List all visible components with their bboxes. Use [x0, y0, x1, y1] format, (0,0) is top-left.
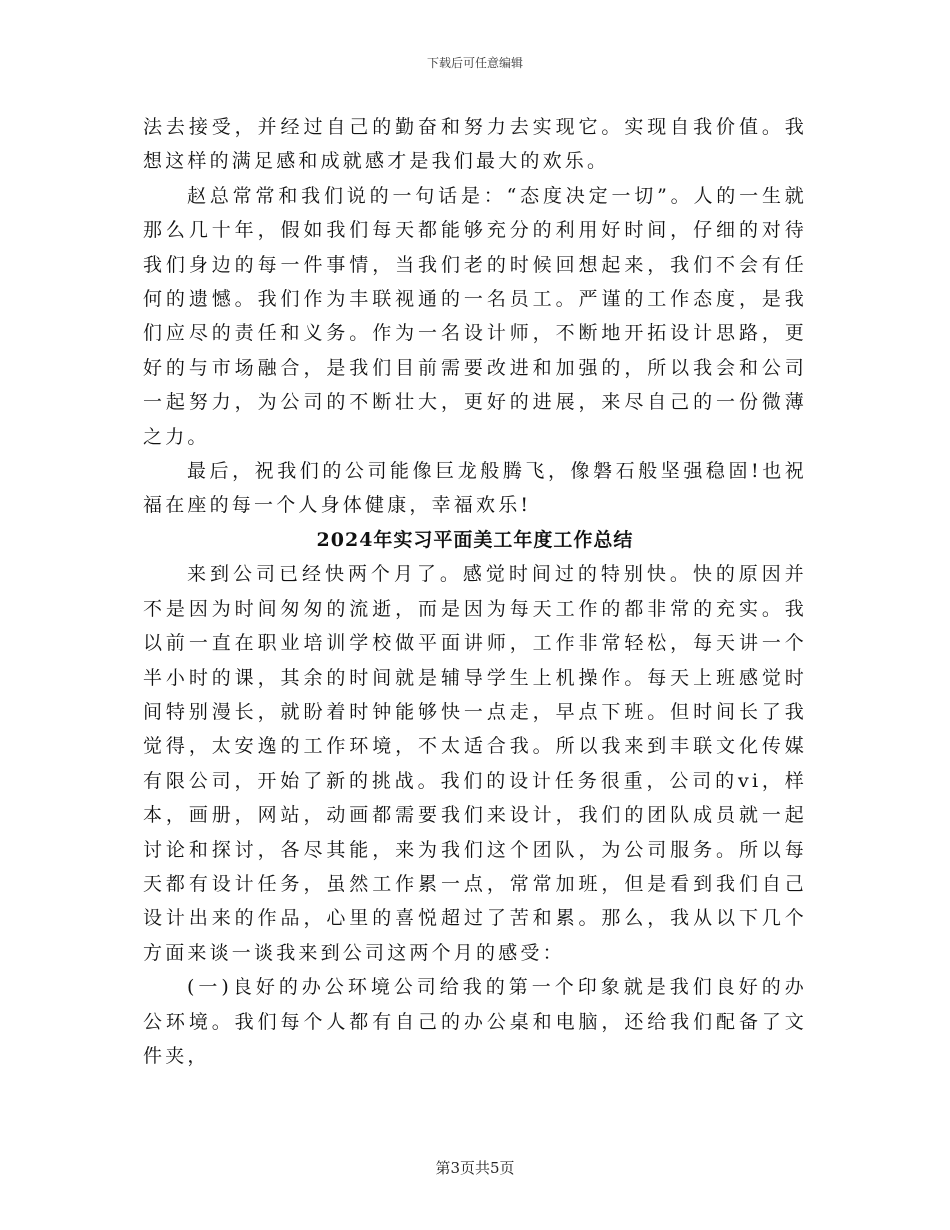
- paragraph: 最后，祝我们的公司能像巨龙般腾飞，像磐石般坚强稳固!也祝福在座的每一个人身体健康，幸福欢乐!: [143, 460, 807, 517]
- document-body: [143, 110, 807, 1073]
- paragraph: 赵总常常和我们说的一句话是：“态度决定一切”。人的一生就那么几十年，假如我们每天都能够充分的利用好时间，仔细的对待我们身边的每一件事情，当我们老的时候回想起来，我们不会有任何的遗憾。我们作为丰联视通的一名员工。严谨的工作态度，是我们应尽的责任和义务。作为一名设计师，不断地开拓设计思路，更好的与市场融合，是我们目前需要改进和加强的，所以我会和公司一起努力，为公司的不断壮大，更好的进展，来尽自己的一份微薄之力。: [143, 184, 807, 448]
- paragraph: 法去接受，并经过自己的勤奋和努力去实现它。实现自我价值。我想这样的满足感和成就感才是我们最大的欢乐。: [143, 116, 807, 173]
- page-header: 下载后可任意编辑: [426, 56, 523, 70]
- paragraph: 来到公司已经快两个月了。感觉时间过的特别快。快的原因并不是因为时间匆匆的流逝，而是因为每天工作的都非常的充实。我以前一直在职业培训学校做平面讲师，工作非常轻松，每天讲一个半小时的课，其余的时间就是辅导学生上机操作。每天上班感觉时间特别漫长，就盼着时钟能够快一点走，早点下班。但时间长了我觉得，太安逸的工作环境，不太适合我。所以我来到丰联文化传媒有限公司，开始了新的挑战。我们的设计任务很重，公司的vi，样本，画册，网站，动画都需要我们来设计，我们的团队成员就一起讨论和探讨，各尽其能，来为我们这个团队，为公司服务。所以每天都有设计任务，虽然工作累一点，常常加班，但是看到我们自己设计出来的作品，心里的喜悦超过了苦和累。那么，我从以下几个方面来谈一谈我来到公司这两个月的感受：: [143, 563, 807, 964]
- page-number: 第3页共5页: [435, 1159, 515, 1177]
- paragraph: (一)良好的办公环境公司给我的第一个印象就是我们良好的办公环境。我们每个人都有自己的办公桌和电脑，还给我们配备了文件夹，: [143, 976, 807, 1067]
- section-title: 2024年实习平面美工年度工作总结: [316, 528, 634, 551]
